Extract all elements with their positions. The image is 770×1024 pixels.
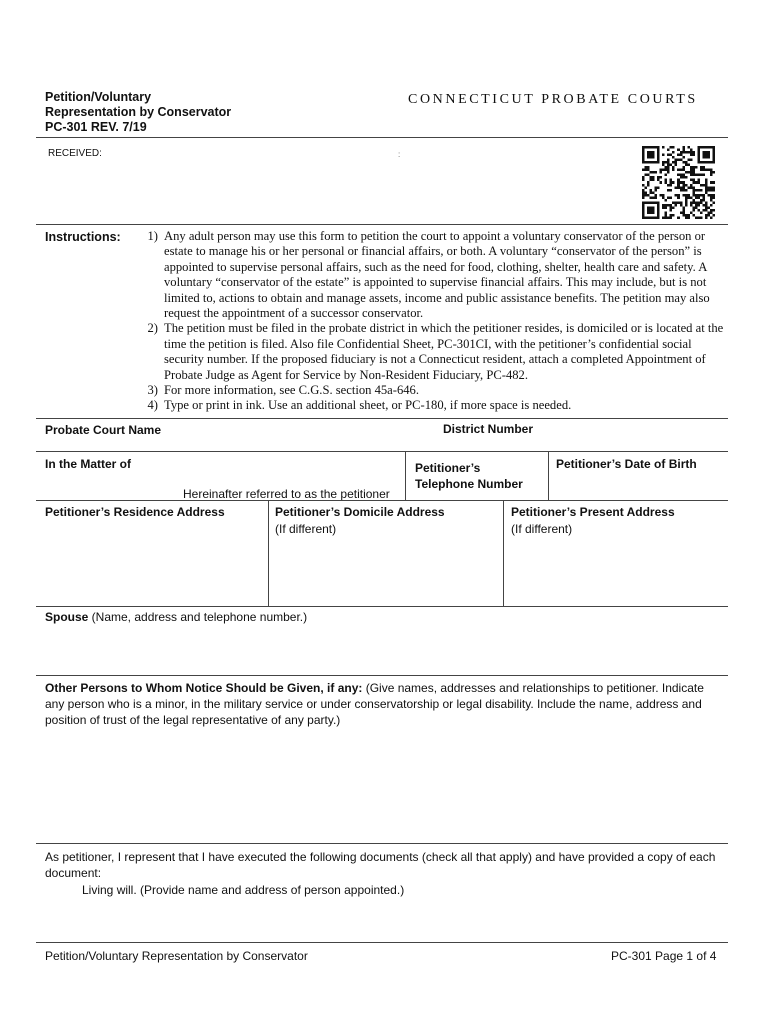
instruction-number: 3) — [147, 383, 158, 398]
instructions-top-divider — [36, 224, 728, 225]
instructions-list — [128, 229, 728, 414]
instruction-text: Type or print in ink. Use an additional sheet, or PC-180, if more space is needed. — [164, 398, 572, 413]
instruction-number: 4) — [147, 398, 158, 413]
domicile-address-field[interactable]: Petitioner’s Domicile Address — [275, 505, 445, 519]
present-address-field[interactable]: Petitioner’s Present Address — [511, 505, 675, 519]
spouse-field[interactable] — [45, 610, 307, 624]
instructions-label: Instructions: — [45, 230, 121, 244]
living-will-option[interactable]: Living will. (Provide name and address of person appointed.) — [82, 883, 405, 897]
probate-court-name-field[interactable]: Probate Court Name — [45, 423, 162, 437]
domicile-address-sub: (If different) — [275, 522, 337, 536]
in-the-matter-of-field[interactable]: In the Matter of — [45, 457, 131, 471]
district-number-field[interactable]: District Number — [443, 422, 534, 436]
header-divider — [36, 137, 728, 138]
colon-mark: : — [398, 150, 401, 159]
cell-divider — [405, 451, 406, 500]
petitioner-telephone-label-2: Telephone Number — [415, 477, 523, 491]
footer-page-number: PC-301 Page 1 of 4 — [611, 949, 717, 963]
petitioner-telephone-field[interactable] — [415, 460, 523, 492]
cell-divider — [268, 500, 269, 606]
cell-divider — [548, 451, 549, 500]
row-divider — [36, 675, 728, 676]
petitioner-dob-field[interactable]: Petitioner’s Date of Birth — [556, 457, 697, 471]
other-persons-text: (Give names, addresses and relationships to petitioner. Indicate any person who is a minor, in the military service or under conservatorship or legal disability. Include the name, address and position of trust of the legal representative of any party.) — [45, 681, 704, 727]
spouse-label: Spouse — [45, 610, 89, 624]
form-title-line-2: Representation by Conservator — [45, 105, 232, 119]
form-title — [45, 90, 231, 135]
row-divider — [36, 606, 728, 607]
hereinafter-caption: Hereinafter referred to as the petitioner — [183, 487, 390, 501]
other-persons-label: Other Persons to Whom Notice Should be Given, if any: — [45, 681, 363, 695]
court-name: CONNECTICUT PROBATE COURTS — [408, 92, 698, 107]
received-label: RECEIVED: — [48, 148, 102, 159]
form-number: PC-301 REV. 7/19 — [45, 120, 147, 134]
footer-form-title: Petition/Voluntary Representation by Conservator — [45, 949, 308, 963]
represent-statement: As petitioner, I represent that I have executed the following documents (check all that apply) and have provided a copy of each document: — [45, 850, 716, 880]
other-persons-field[interactable] — [45, 680, 725, 728]
instruction-item — [128, 383, 728, 398]
form-title-line-1: Petition/Voluntary — [45, 90, 152, 104]
instruction-item — [128, 398, 728, 413]
row-divider — [36, 843, 728, 844]
present-address-sub: (If different) — [511, 522, 573, 536]
petitioner-telephone-label-1: Petitioner’s — [415, 461, 481, 475]
qr-code-modules — [642, 146, 715, 219]
cell-divider — [503, 500, 504, 606]
row-divider — [36, 418, 728, 419]
instruction-number: 2) — [147, 321, 158, 336]
instruction-text: For more information, see C.G.S. section 45a-646. — [164, 383, 419, 398]
row-divider — [36, 500, 728, 501]
instruction-text: The petition must be filed in the probate district in which the petitioner resides, is domiciled or is located at the time the petition is filed. Also file Confidential Sheet, PC-301CI, with the petitioner’s confidential social security number. If the proposed fiduciary is not a Connecticut resident, attach a completed Appointment of Probate Judge as Agent for Service by Non-Resident Fiduciary, PC-482. — [164, 321, 724, 382]
instruction-item — [128, 321, 728, 383]
spouse-sub: (Name, address and telephone number.) — [88, 610, 308, 624]
footer-divider — [36, 942, 728, 943]
row-divider — [36, 451, 728, 452]
residence-address-field[interactable]: Petitioner’s Residence Address — [45, 505, 225, 519]
instruction-number: 1) — [147, 229, 158, 243]
instruction-item — [128, 229, 728, 321]
qr-code-icon — [642, 146, 715, 219]
instruction-text: Any adult person may use this form to petition the court to appoint a voluntary conservator of the person or estate to manage his or her personal or financial affairs, or both. A voluntary “conservator of the person” is appointed to supervise personal affairs, such as the need for food, clothing, shelter, health care and safety. A voluntary “conservator of the estate” is appointed to supervise financial affairs. This may include, but is not limited to, actions to obtain and manage assets, income and public assistance benefits. The petition may also request the appointment of a successor conservator. — [164, 229, 710, 321]
